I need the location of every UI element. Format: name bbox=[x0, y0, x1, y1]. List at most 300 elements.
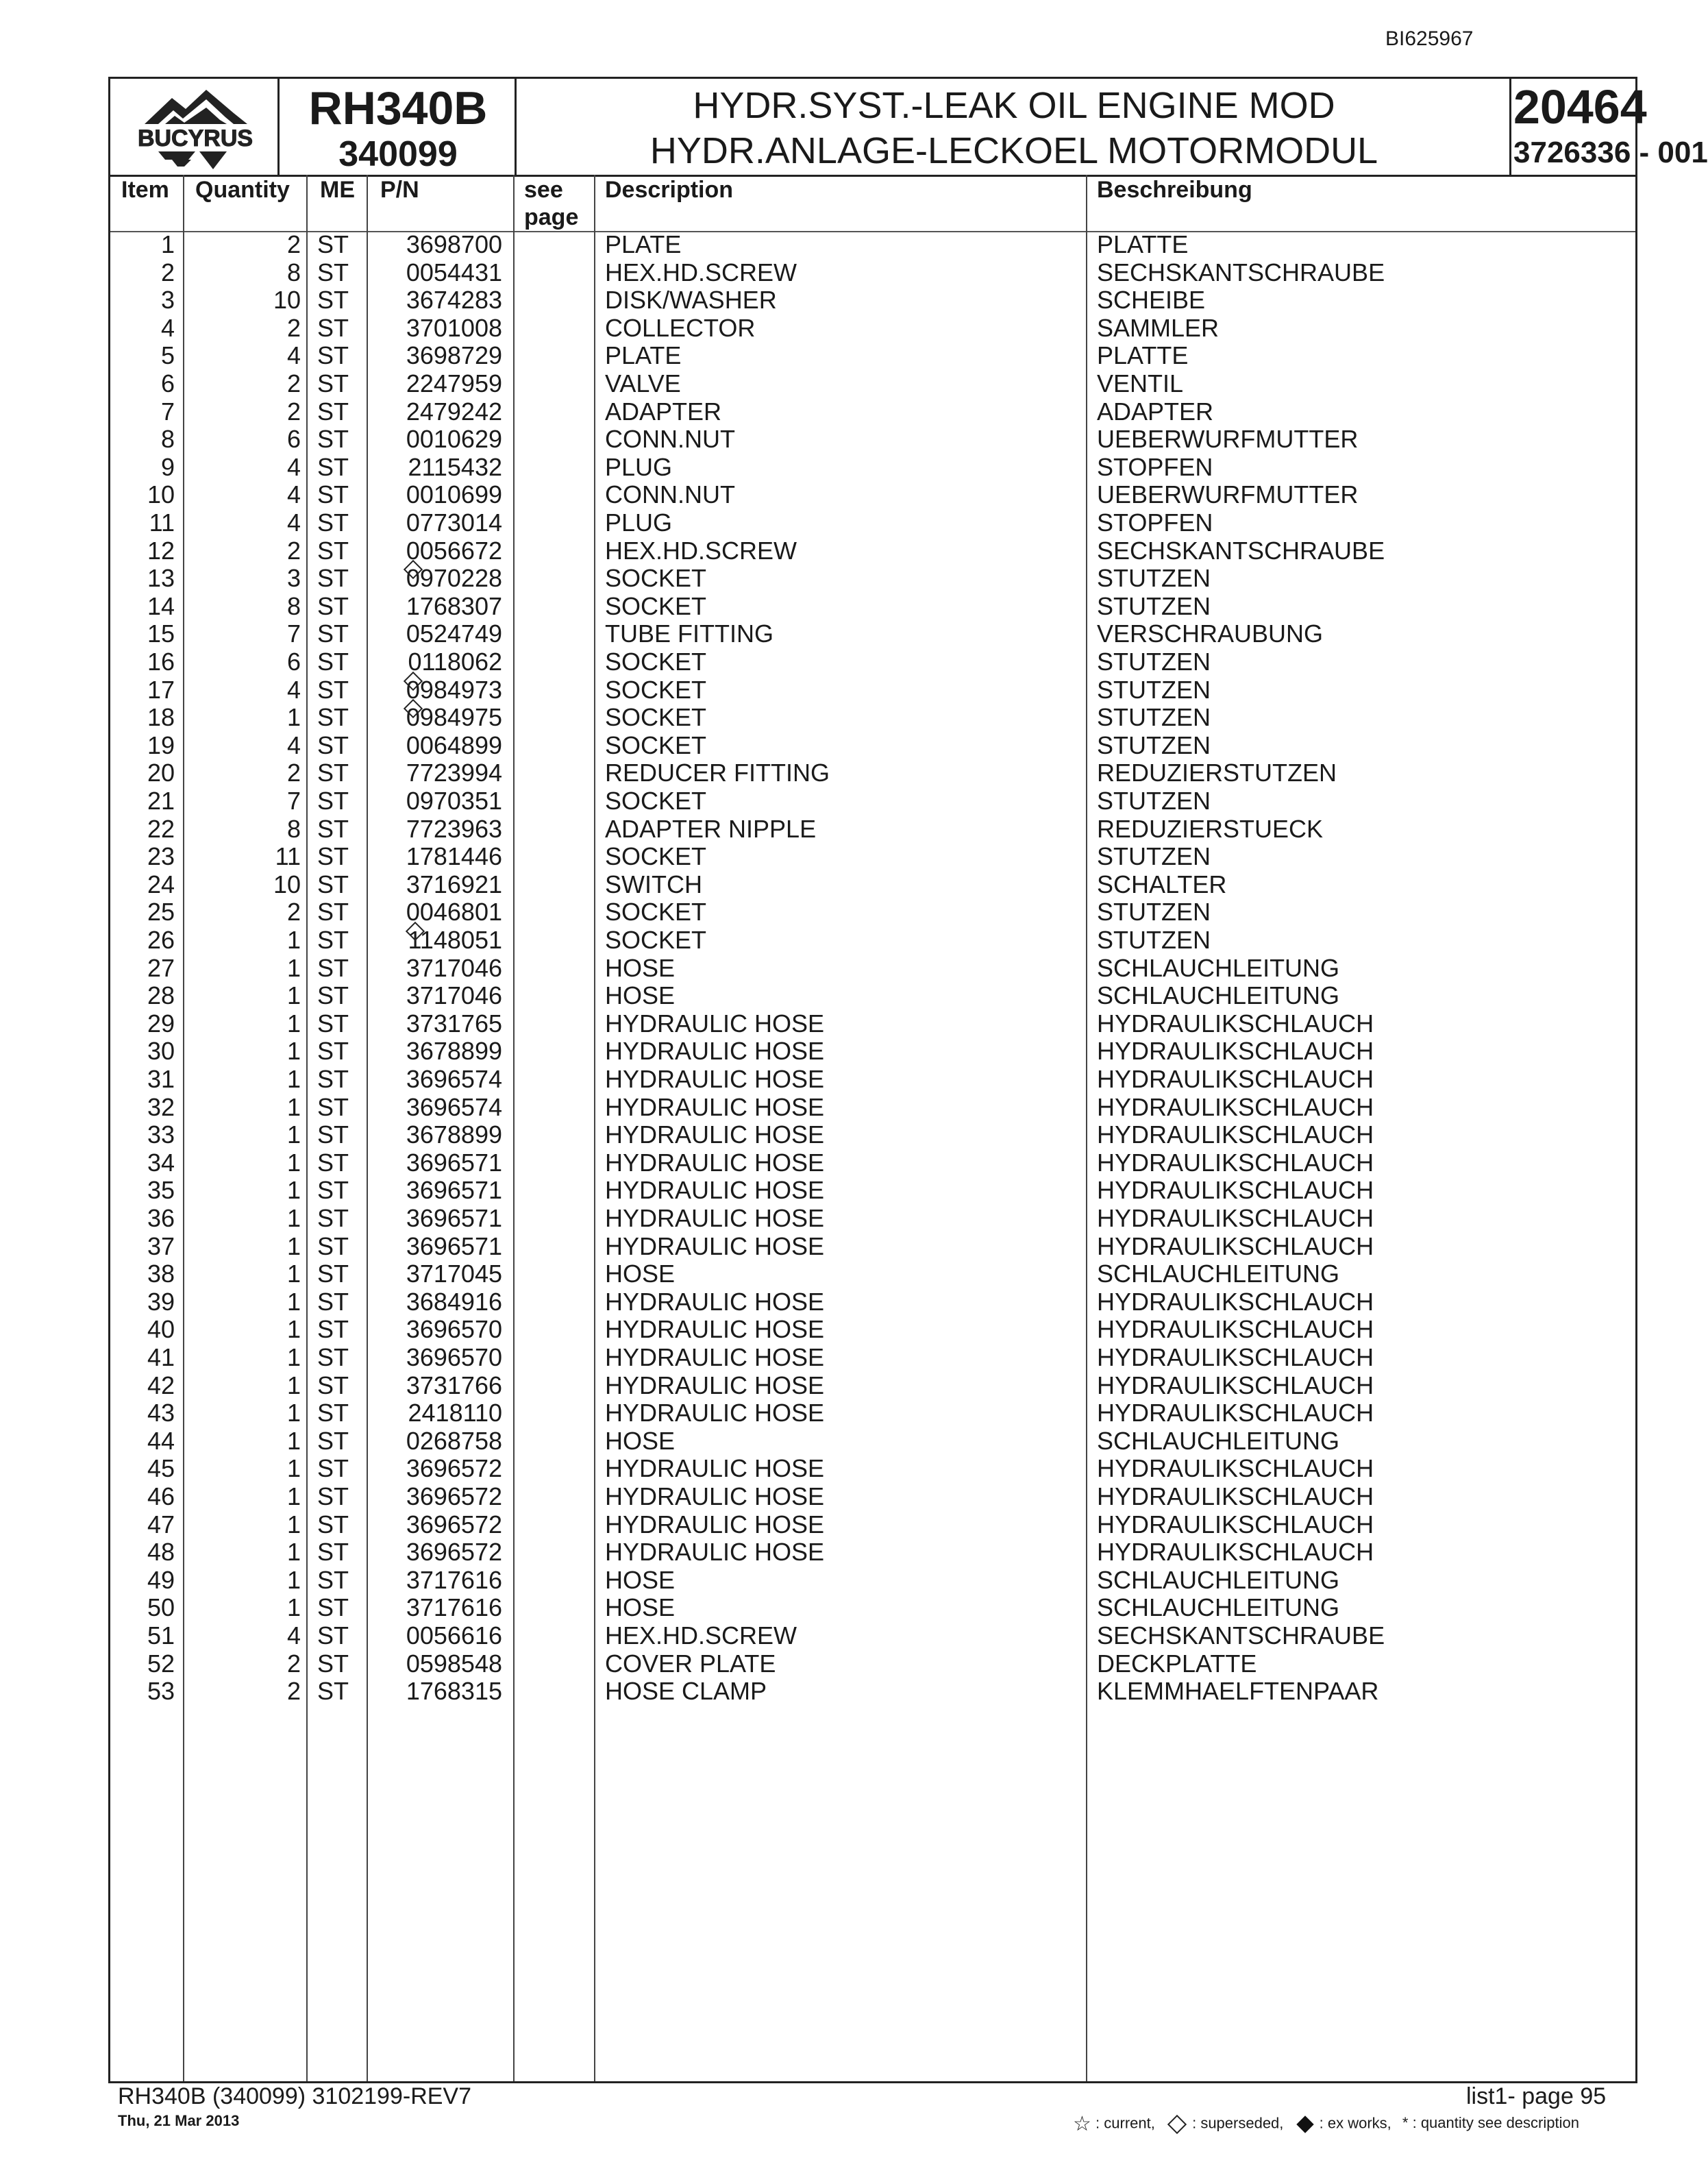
description: HYDRAULIC HOSE bbox=[605, 1204, 825, 1232]
beschreibung: SCHLAUCHLEITUNG bbox=[1097, 1260, 1340, 1288]
item-number: 29 bbox=[147, 1009, 175, 1038]
unit: ST bbox=[317, 731, 349, 759]
part-number-text: 3696572 bbox=[406, 1482, 502, 1510]
part-number-text: 1768315 bbox=[406, 1677, 502, 1706]
table-row bbox=[110, 315, 1635, 343]
part-number bbox=[379, 982, 502, 1009]
description: HYDRAULIC HOSE bbox=[605, 1510, 825, 1538]
description: HOSE bbox=[605, 1593, 676, 1622]
diamond-filled-icon bbox=[1296, 2115, 1313, 2133]
unit: ST bbox=[317, 648, 349, 676]
description: HYDRAULIC HOSE bbox=[605, 1037, 825, 1066]
part-number-text: 3717616 bbox=[406, 1593, 502, 1622]
beschreibung: STUTZEN bbox=[1097, 842, 1211, 871]
unit: ST bbox=[317, 591, 349, 620]
group-number: 20464 bbox=[1513, 80, 1647, 134]
part-number-text: 0268758 bbox=[406, 1426, 502, 1455]
quantity: 6 bbox=[286, 425, 301, 454]
description: HYDRAULIC HOSE bbox=[605, 1538, 825, 1567]
part-number-text: 0598548 bbox=[406, 1649, 502, 1678]
quantity: 1 bbox=[286, 1204, 301, 1232]
description: PLUG bbox=[605, 508, 673, 537]
part-number-text: 0524749 bbox=[406, 620, 502, 648]
unit: ST bbox=[317, 953, 349, 982]
item-number: 17 bbox=[147, 675, 175, 704]
item-number: 20 bbox=[147, 759, 175, 787]
quantity: 10 bbox=[273, 870, 301, 898]
description: HYDRAULIC HOSE bbox=[605, 1176, 825, 1205]
item-number: 41 bbox=[147, 1343, 175, 1371]
quantity: 2 bbox=[286, 230, 301, 258]
table-row bbox=[110, 787, 1635, 815]
beschreibung: HYDRAULIKSCHLAUCH bbox=[1097, 1399, 1374, 1427]
item-number: 16 bbox=[147, 648, 175, 676]
part-number bbox=[379, 593, 502, 620]
description: REDUCER FITTING bbox=[605, 759, 830, 787]
quantity: 11 bbox=[275, 842, 301, 871]
part-number bbox=[379, 1316, 502, 1343]
description: HOSE bbox=[605, 1426, 676, 1455]
item-number: 38 bbox=[147, 1260, 175, 1288]
unit: ST bbox=[317, 814, 349, 843]
table-row bbox=[110, 1094, 1635, 1122]
item-number: 6 bbox=[160, 369, 175, 397]
part-number bbox=[379, 1567, 502, 1594]
table-row bbox=[110, 1427, 1635, 1456]
part-number-text: 3698729 bbox=[406, 341, 502, 370]
quantity: 1 bbox=[286, 1538, 301, 1567]
item-number: 51 bbox=[147, 1621, 175, 1649]
description: HYDRAULIC HOSE bbox=[605, 1231, 825, 1260]
item-number: 31 bbox=[147, 1065, 175, 1093]
unit: ST bbox=[317, 286, 349, 315]
part-number bbox=[379, 955, 502, 982]
part-number bbox=[379, 620, 502, 648]
description: HEX.HD.SCREW bbox=[605, 1621, 797, 1649]
table-row bbox=[110, 676, 1635, 704]
description: SOCKET bbox=[605, 675, 707, 704]
part-number-text: 2247959 bbox=[406, 369, 502, 397]
item-number: 44 bbox=[147, 1426, 175, 1455]
description: COLLECTOR bbox=[605, 313, 756, 342]
part-number bbox=[379, 1511, 502, 1538]
part-number bbox=[379, 1288, 502, 1316]
quantity: 1 bbox=[286, 1426, 301, 1455]
table-row bbox=[110, 1567, 1635, 1595]
description: HYDRAULIC HOSE bbox=[605, 1065, 825, 1093]
part-number-text: 3696570 bbox=[406, 1315, 502, 1344]
quantity: 8 bbox=[286, 814, 301, 843]
quantity: 1 bbox=[286, 1231, 301, 1260]
table-row bbox=[110, 1316, 1635, 1344]
description: SOCKET bbox=[605, 926, 707, 954]
description: ADAPTER bbox=[605, 397, 722, 426]
part-number-text: 0046801 bbox=[406, 898, 502, 927]
item-number: 7 bbox=[160, 397, 175, 426]
unit: ST bbox=[317, 536, 349, 565]
legend bbox=[1073, 2112, 1579, 2136]
beschreibung: STUTZEN bbox=[1097, 675, 1211, 704]
description: HYDRAULIC HOSE bbox=[605, 1120, 825, 1149]
beschreibung: SCHALTER bbox=[1097, 870, 1227, 898]
part-number-text: 3696571 bbox=[406, 1231, 502, 1260]
item-number: 8 bbox=[160, 425, 175, 454]
svg-text:BUCYRUS: BUCYRUS bbox=[137, 125, 253, 151]
beschreibung: KLEMMHAELFTENPAAR bbox=[1097, 1677, 1379, 1706]
description: HYDRAULIC HOSE bbox=[605, 1148, 825, 1177]
quantity: 8 bbox=[286, 258, 301, 286]
quantity: 1 bbox=[286, 1260, 301, 1288]
description: HYDRAULIC HOSE bbox=[605, 1009, 825, 1038]
unit: ST bbox=[317, 981, 349, 1010]
part-number-text: 3696571 bbox=[406, 1204, 502, 1232]
unit: ST bbox=[317, 1287, 349, 1316]
unit: ST bbox=[317, 1593, 349, 1622]
unit: ST bbox=[317, 397, 349, 426]
quantity: 1 bbox=[286, 1176, 301, 1205]
beschreibung: STUTZEN bbox=[1097, 564, 1211, 593]
table-row bbox=[110, 1678, 1635, 1706]
unit: ST bbox=[317, 1454, 349, 1483]
item-number: 3 bbox=[160, 286, 175, 315]
table-row bbox=[110, 259, 1635, 287]
part-number-text: 3696572 bbox=[406, 1510, 502, 1538]
unit: ST bbox=[317, 1371, 349, 1399]
item-number: 2 bbox=[160, 258, 175, 286]
item-number: 26 bbox=[147, 926, 175, 954]
beschreibung: HYDRAULIKSCHLAUCH bbox=[1097, 1538, 1374, 1567]
part-number-text: 3696572 bbox=[406, 1454, 502, 1483]
footer-page-number: list1- page 95 bbox=[1466, 2083, 1607, 2109]
unit: ST bbox=[317, 1482, 349, 1510]
quantity: 1 bbox=[286, 703, 301, 732]
part-number-text: 0970351 bbox=[406, 787, 502, 815]
description: PLATE bbox=[605, 230, 682, 258]
unit: ST bbox=[317, 1677, 349, 1706]
quantity: 1 bbox=[286, 1565, 301, 1594]
part-number bbox=[379, 648, 502, 676]
part-number bbox=[379, 315, 502, 342]
table-row bbox=[110, 509, 1635, 537]
quantity: 2 bbox=[286, 313, 301, 342]
description: DISK/WASHER bbox=[605, 286, 777, 315]
model-block bbox=[282, 79, 515, 175]
footer-document-reference: RH340B (340099) 3102199-REV7 bbox=[118, 2083, 472, 2109]
unit: ST bbox=[317, 1204, 349, 1232]
beschreibung: DECKPLATTE bbox=[1097, 1649, 1257, 1678]
beschreibung: HYDRAULIKSCHLAUCH bbox=[1097, 1092, 1374, 1121]
part-number-text: 3731766 bbox=[406, 1371, 502, 1399]
description: PLUG bbox=[605, 452, 673, 481]
table-row bbox=[110, 955, 1635, 983]
part-number-text: 3674283 bbox=[406, 286, 502, 315]
beschreibung: STUTZEN bbox=[1097, 591, 1211, 620]
part-number-text: 3696570 bbox=[406, 1343, 502, 1371]
table-row bbox=[110, 704, 1635, 732]
unit: ST bbox=[317, 703, 349, 732]
bucyrus-logo bbox=[117, 83, 273, 173]
part-number bbox=[379, 1372, 502, 1399]
beschreibung: SECHSKANTSCHRAUBE bbox=[1097, 258, 1385, 286]
quantity: 1 bbox=[286, 1371, 301, 1399]
table-row bbox=[110, 1177, 1635, 1205]
description: CONN.NUT bbox=[605, 480, 735, 509]
quantity: 4 bbox=[286, 452, 301, 481]
part-number bbox=[379, 398, 502, 426]
unit: ST bbox=[317, 230, 349, 258]
item-number: 33 bbox=[147, 1120, 175, 1149]
unit: ST bbox=[317, 1176, 349, 1205]
description: TUBE FITTING bbox=[605, 620, 773, 648]
column-header-see-page bbox=[524, 176, 578, 231]
part-number bbox=[379, 1149, 502, 1177]
beschreibung: HYDRAULIKSCHLAUCH bbox=[1097, 1037, 1374, 1066]
table-row bbox=[110, 537, 1635, 565]
diamond-outline-icon bbox=[1167, 2114, 1187, 2133]
quantity: 3 bbox=[286, 564, 301, 593]
item-number: 25 bbox=[147, 898, 175, 927]
part-number-text: 0054431 bbox=[406, 258, 502, 286]
part-number-text: 1781446 bbox=[406, 842, 502, 871]
star-outline-icon: ☆ bbox=[1073, 2113, 1091, 2135]
beschreibung: STUTZEN bbox=[1097, 926, 1211, 954]
unit: ST bbox=[317, 1565, 349, 1594]
table-row bbox=[110, 454, 1635, 482]
beschreibung: VENTIL bbox=[1097, 369, 1184, 397]
item-number: 28 bbox=[147, 981, 175, 1010]
beschreibung: STOPFEN bbox=[1097, 452, 1213, 481]
beschreibung: SCHLAUCHLEITUNG bbox=[1097, 1426, 1340, 1455]
beschreibung: HYDRAULIKSCHLAUCH bbox=[1097, 1176, 1374, 1205]
part-number bbox=[379, 509, 502, 537]
quantity: 1 bbox=[286, 1287, 301, 1316]
beschreibung: SCHEIBE bbox=[1097, 286, 1206, 315]
unit: ST bbox=[317, 1510, 349, 1538]
part-number-text: 3698700 bbox=[406, 230, 502, 258]
item-number: 34 bbox=[147, 1148, 175, 1177]
part-number bbox=[379, 1010, 502, 1038]
quantity: 1 bbox=[286, 1482, 301, 1510]
part-number bbox=[379, 927, 502, 954]
description: SOCKET bbox=[605, 591, 707, 620]
item-number: 15 bbox=[147, 620, 175, 648]
description: ADAPTER NIPPLE bbox=[605, 814, 817, 843]
beschreibung: HYDRAULIKSCHLAUCH bbox=[1097, 1009, 1374, 1038]
part-number-text: 2418110 bbox=[408, 1399, 502, 1427]
table-row bbox=[110, 370, 1635, 398]
part-number-text: 1768307 bbox=[406, 591, 502, 620]
quantity: 6 bbox=[286, 648, 301, 676]
part-number bbox=[379, 732, 502, 759]
beschreibung: HYDRAULIKSCHLAUCH bbox=[1097, 1510, 1374, 1538]
header-divider bbox=[277, 79, 280, 175]
part-number bbox=[379, 843, 502, 870]
part-number bbox=[379, 481, 502, 508]
part-number bbox=[379, 1594, 502, 1621]
quantity: 1 bbox=[286, 981, 301, 1010]
beschreibung: HYDRAULIKSCHLAUCH bbox=[1097, 1287, 1374, 1316]
description: CONN.NUT bbox=[605, 425, 735, 454]
description: HYDRAULIC HOSE bbox=[605, 1287, 825, 1316]
quantity: 2 bbox=[286, 1677, 301, 1706]
part-number bbox=[379, 1066, 502, 1093]
title-german: HYDR.ANLAGE-LECKOEL MOTORMODUL bbox=[649, 130, 1378, 171]
quantity: 1 bbox=[286, 1315, 301, 1344]
beschreibung: PLATTE bbox=[1097, 341, 1189, 370]
item-number: 11 bbox=[149, 508, 175, 537]
quantity: 4 bbox=[286, 1621, 301, 1649]
description: SOCKET bbox=[605, 842, 707, 871]
item-number: 35 bbox=[147, 1176, 175, 1205]
part-number bbox=[379, 1538, 502, 1566]
part-number-text: 0984973 bbox=[406, 675, 502, 704]
beschreibung: SECHSKANTSCHRAUBE bbox=[1097, 1621, 1385, 1649]
description: SWITCH bbox=[605, 870, 702, 898]
part-number-text: 3717045 bbox=[406, 1260, 502, 1288]
part-number bbox=[379, 454, 502, 481]
description: VALVE bbox=[605, 369, 681, 397]
description: HOSE bbox=[605, 1565, 676, 1594]
part-number-text: 0056672 bbox=[406, 536, 502, 565]
quantity: 4 bbox=[286, 508, 301, 537]
item-number: 37 bbox=[147, 1231, 175, 1260]
column-header-description: Description bbox=[605, 177, 734, 203]
unit: ST bbox=[317, 1315, 349, 1344]
item-number: 50 bbox=[147, 1593, 175, 1622]
part-number bbox=[379, 1177, 502, 1204]
table-row bbox=[110, 1538, 1635, 1567]
description: HYDRAULIC HOSE bbox=[605, 1371, 825, 1399]
description: HYDRAULIC HOSE bbox=[605, 1092, 825, 1121]
item-number: 5 bbox=[160, 341, 175, 370]
unit: ST bbox=[317, 564, 349, 593]
quantity: 4 bbox=[286, 731, 301, 759]
quantity: 4 bbox=[286, 480, 301, 509]
part-number bbox=[379, 1260, 502, 1288]
part-number-text: 2479242 bbox=[406, 397, 502, 426]
quantity: 1 bbox=[286, 1148, 301, 1177]
beschreibung: STUTZEN bbox=[1097, 648, 1211, 676]
legend-quantity: * : quantity see description bbox=[1402, 2114, 1579, 2132]
beschreibung: HYDRAULIKSCHLAUCH bbox=[1097, 1482, 1374, 1510]
part-number bbox=[379, 426, 502, 453]
description: PLATE bbox=[605, 341, 682, 370]
part-number-text: 3717046 bbox=[406, 981, 502, 1010]
item-number: 53 bbox=[147, 1677, 175, 1706]
title-english: HYDR.SYST.-LEAK OIL ENGINE MOD bbox=[693, 85, 1335, 126]
unit: ST bbox=[317, 1009, 349, 1038]
unit: ST bbox=[317, 1649, 349, 1678]
item-number: 49 bbox=[147, 1565, 175, 1594]
item-number: 14 bbox=[147, 591, 175, 620]
unit: ST bbox=[317, 1037, 349, 1066]
part-number-text: 0056616 bbox=[406, 1621, 502, 1649]
part-number bbox=[379, 1483, 502, 1510]
quantity: 1 bbox=[286, 1343, 301, 1371]
beschreibung: SAMMLER bbox=[1097, 313, 1220, 342]
item-number: 23 bbox=[147, 842, 175, 871]
part-number-text: 3696571 bbox=[406, 1176, 502, 1205]
beschreibung: VERSCHRAUBUNG bbox=[1097, 620, 1324, 648]
quantity: 2 bbox=[286, 1649, 301, 1678]
table-row bbox=[110, 1233, 1635, 1261]
description: HYDRAULIC HOSE bbox=[605, 1482, 825, 1510]
beschreibung: HYDRAULIKSCHLAUCH bbox=[1097, 1371, 1374, 1399]
part-number-text: 3717616 bbox=[406, 1565, 502, 1594]
item-number: 32 bbox=[147, 1092, 175, 1121]
table-row bbox=[110, 1038, 1635, 1066]
part-number bbox=[379, 1205, 502, 1232]
unit: ST bbox=[317, 313, 349, 342]
part-number bbox=[379, 1038, 502, 1065]
part-number-text: 3696571 bbox=[406, 1148, 502, 1177]
model-number: RH340B bbox=[308, 82, 488, 134]
description: HOSE bbox=[605, 1260, 676, 1288]
unit: ST bbox=[317, 759, 349, 787]
quantity: 4 bbox=[286, 341, 301, 370]
table-row bbox=[110, 231, 1635, 259]
unit: ST bbox=[317, 1065, 349, 1093]
table-row bbox=[110, 1399, 1635, 1427]
part-number-text: 3696572 bbox=[406, 1538, 502, 1567]
part-number bbox=[379, 231, 502, 258]
beschreibung: REDUZIERSTUECK bbox=[1097, 814, 1324, 843]
description: HYDRAULIC HOSE bbox=[605, 1454, 825, 1483]
table-row bbox=[110, 398, 1635, 426]
item-number: 47 bbox=[147, 1510, 175, 1538]
quantity: 1 bbox=[286, 1454, 301, 1483]
quantity: 7 bbox=[286, 787, 301, 815]
beschreibung: SCHLAUCHLEITUNG bbox=[1097, 1593, 1340, 1622]
group-block bbox=[1513, 79, 1708, 175]
description: HEX.HD.SCREW bbox=[605, 536, 797, 565]
quantity: 1 bbox=[286, 1120, 301, 1149]
unit: ST bbox=[317, 1426, 349, 1455]
item-number: 10 bbox=[147, 480, 175, 509]
unit: ST bbox=[317, 620, 349, 648]
unit: ST bbox=[317, 1621, 349, 1649]
unit: ST bbox=[317, 452, 349, 481]
beschreibung: STUTZEN bbox=[1097, 898, 1211, 927]
quantity: 1 bbox=[286, 1510, 301, 1538]
quantity: 1 bbox=[286, 1037, 301, 1066]
item-number: 13 bbox=[147, 564, 175, 593]
unit: ST bbox=[317, 787, 349, 815]
part-reference: 3726336 - 001 bbox=[1513, 136, 1708, 169]
table-row bbox=[110, 1010, 1635, 1038]
part-number-text: 0010629 bbox=[406, 425, 502, 454]
unit: ST bbox=[317, 480, 349, 509]
part-number bbox=[379, 370, 502, 397]
part-number bbox=[379, 1094, 502, 1121]
table-row bbox=[110, 1622, 1635, 1650]
description: SOCKET bbox=[605, 898, 707, 927]
table-row bbox=[110, 843, 1635, 871]
table-row bbox=[110, 1511, 1635, 1539]
table-row bbox=[110, 1483, 1635, 1511]
description: SOCKET bbox=[605, 787, 707, 815]
unit: ST bbox=[317, 1120, 349, 1149]
item-number: 9 bbox=[160, 452, 175, 481]
table-row bbox=[110, 481, 1635, 509]
column-header-me: ME bbox=[320, 177, 355, 203]
item-number: 24 bbox=[147, 870, 175, 898]
beschreibung: SCHLAUCHLEITUNG bbox=[1097, 953, 1340, 982]
beschreibung: STUTZEN bbox=[1097, 731, 1211, 759]
table-row bbox=[110, 1344, 1635, 1372]
item-number: 48 bbox=[147, 1538, 175, 1567]
part-number bbox=[379, 1455, 502, 1482]
